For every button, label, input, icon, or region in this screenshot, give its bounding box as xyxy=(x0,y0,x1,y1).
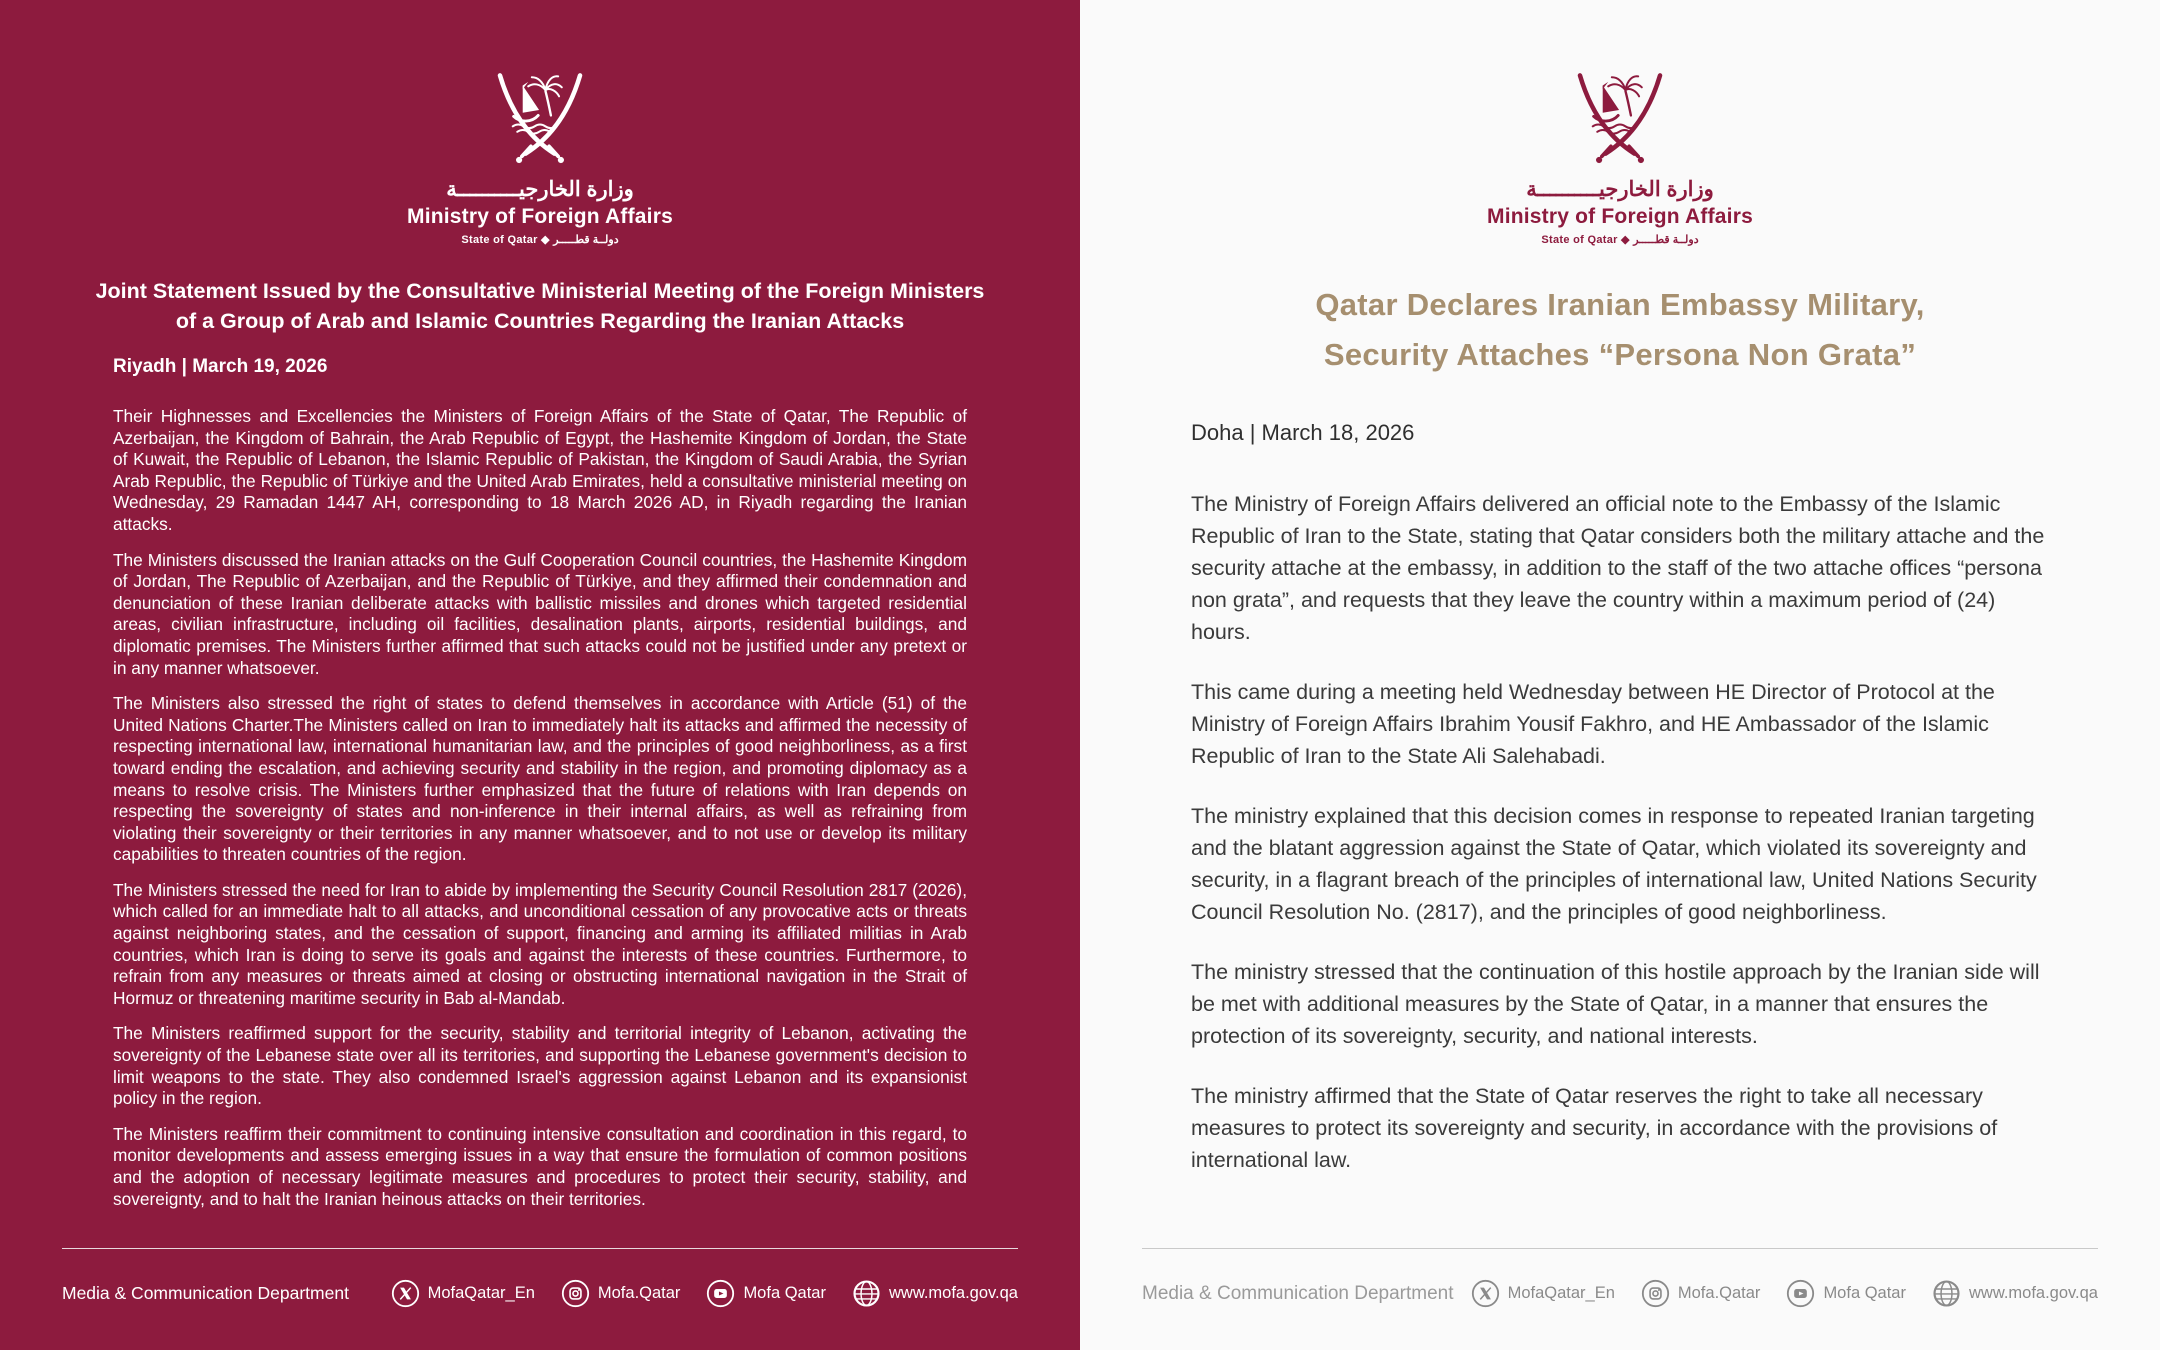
paragraph: Their Highnesses and Excellencies the Ministers of Foreign Affairs of the State of Qatar, The Republic of Azerbaijan, the Kingdom of Bahrain, the Arab Republic of Egypt, the Hashemite Kingdom of Jordan, the State of Kuwait, the Republic of Lebanon, the Islamic Republic of Pakistan, the Kingdom of Saudi Arabia, the Syrian Arab Republic, the Republic of Türkiye and the United Arab Emirates, held a consultative ministerial meeting on Wednesday, 29 Ramadan 1447 AH, corresponding to 18 March 2026 AD, in Riyadh regarding the Iranian attacks. xyxy=(113,406,967,534)
instagram-icon xyxy=(561,1279,590,1308)
logo-ministry-name: Ministry of Foreign Affairs xyxy=(407,205,673,228)
social-website-label: www.mofa.gov.qa xyxy=(888,1284,1018,1302)
statement-body xyxy=(1142,460,2098,1176)
department-label: Media & Communication Department xyxy=(62,1283,349,1303)
logo-arabic-title: وزارة الخارجيــــــــــة xyxy=(1526,178,1714,201)
title-line-2: Security Attaches “Persona Non Grata” xyxy=(1323,337,1917,372)
social-x-label: MofaQatar_En xyxy=(427,1284,535,1302)
social-youtube[interactable] xyxy=(706,1279,826,1308)
x-icon xyxy=(1471,1279,1500,1308)
social-instagram-label: Mofa.Qatar xyxy=(597,1284,681,1302)
dateline: Doha | March 18, 2026 xyxy=(1191,420,1415,445)
paragraph: The Ministers stressed the need for Iran to abide by implementing the Security Council Resolution 2817 (2026), which called for an immediate halt to all attacks, and unconditional cessation of any provocative acts or threats against neighboring states, and the cessation of support, financing and arming its affiliated militias in Arab countries, which Iran is doing to serve its goals and against the interests of these countries. Furthermore, to refrain from any measures or threats aimed at closing or obstructing international navigation in the Strait of Hormuz or threatening maritime security in Bab al-Mandab. xyxy=(113,879,967,1008)
logo-state-line: State of Qatar ◆ دولــة قطـــــر xyxy=(1541,234,1699,246)
social-website[interactable] xyxy=(852,1279,1018,1308)
paragraph: The Ministers reaffirm their commitment to continuing intensive consultation and coordination in this regard, to monitor developments and assess emerging issues in a way that ensure the formulation of common positions and the adoption of necessary legitimate measures and procedures to protect their security, stability, and sovereignty, and to halt the Iranian heinous attacks on their territories. xyxy=(113,1123,967,1209)
paragraph: The Ministers reaffirmed support for the security, stability and territorial integrity of Lebanon, activating the sovereignty of the Lebanese state over all its territories, and supporting the Lebanese government's decision to limit weapons to the state. They also condemned Israel's aggression against Lebanon and its expansionist policy in the region. xyxy=(113,1023,967,1109)
social-instagram-label: Mofa.Qatar xyxy=(1677,1284,1761,1302)
footer-divider xyxy=(62,1248,1018,1249)
statement-title xyxy=(1142,280,2098,380)
social-x-label: MofaQatar_En xyxy=(1507,1284,1615,1302)
youtube-icon xyxy=(706,1279,735,1308)
logo-arabic-title: وزارة الخارجيــــــــــة xyxy=(446,178,634,201)
dateline: Riyadh | March 19, 2026 xyxy=(113,356,328,377)
department-label: Media & Communication Department xyxy=(1142,1282,1454,1304)
social-instagram[interactable] xyxy=(1641,1279,1761,1308)
x-icon xyxy=(391,1279,420,1308)
logo-ministry-name: Ministry of Foreign Affairs xyxy=(1487,205,1753,228)
paragraph: The Ministry of Foreign Affairs delivered an official note to the Embassy of the Islamic Republic of Iran to the State, stating that Qatar considers both the military attache and the security attache at the embassy, in addition to the staff of the two attache offices “persona non grata”, and requests that they leave the country within a maximum period of (24) hours. xyxy=(1191,492,2045,644)
paragraph: This came during a meeting held Wednesday between HE Director of Protocol at the Ministry of Foreign Affairs Ibrahim Yousif Fakhro, and HE Ambassador of the Islamic Republic of Iran to the State Ali Salehabadi. xyxy=(1191,680,1995,768)
social-x[interactable] xyxy=(391,1279,535,1308)
instagram-icon xyxy=(1641,1279,1670,1308)
paragraph: The ministry affirmed that the State of Qatar reserves the right to take all necessary measures to protect its sovereignty and security, in accordance with the provisions of international law. xyxy=(1191,1084,1998,1172)
statement-body xyxy=(62,392,1018,1210)
social-website[interactable] xyxy=(1932,1279,2098,1308)
footer xyxy=(62,1248,1018,1314)
social-youtube[interactable] xyxy=(1786,1279,1906,1308)
statement-right xyxy=(1080,0,2160,1350)
globe-icon xyxy=(1932,1279,1961,1308)
footer xyxy=(1142,1248,2098,1314)
social-youtube-label: Mofa Qatar xyxy=(1823,1284,1906,1302)
mofa-logo xyxy=(1142,70,2098,246)
youtube-icon xyxy=(1786,1279,1815,1308)
social-youtube-label: Mofa Qatar xyxy=(743,1284,826,1302)
social-instagram[interactable] xyxy=(561,1279,681,1308)
paragraph: The Ministers also stressed the right of states to defend themselves in accordance with Article (51) of the United Nations Charter.The Ministers called on Iran to immediately halt its attacks and affirmed the necessity of respecting international law, international humanitarian law, and the principles of good neighborliness, as a first toward ending the escalation, and achieving security and stability in the region, and promoting diplomacy as a means to resolve crisis. The Ministers further emphasized that the future of relations with Iran depends on respecting the sovereignty of states and non-inference in their internal affairs, as well as refraining from violating their sovereignty or their territories in any manner whatsoever, and to not use or develop its military capabilities to threaten countries of the region. xyxy=(113,693,967,865)
title-line-1: Joint Statement Issued by the Consultative Ministerial Meeting of the Foreign Ministers xyxy=(95,279,985,303)
paragraph: The ministry explained that this decision comes in response to repeated Iranian targeting and the blatant aggression against the State of Qatar, which violated its sovereignty and security, in a flagrant breach of the principles of international law, United Nations Security Council Resolution No. (2817), and the principles of good neighborliness. xyxy=(1191,804,2037,924)
qatar-mofa-emblem-icon xyxy=(1561,70,1679,170)
logo-state-line: State of Qatar ◆ دولــة قطـــــر xyxy=(461,234,619,246)
paragraph: The ministry stressed that the continuation of this hostile approach by the Iranian side will be met with additional measures by the State of Qatar, in a manner that ensures the protection of its sovereignty, security, and national interests. xyxy=(1191,960,2040,1048)
paragraph: The Ministers discussed the Iranian attacks on the Gulf Cooperation Council countries, the Hashemite Kingdom of Jordan, The Republic of Azerbaijan, and the Republic of Türkiye, and they affirmed their condemnation and denunciation of these Iranian deliberate attacks with ballistic missiles and drones which targeted residential areas, civilian infrastructure, including oil facilities, desalination plants, airports, residential buildings, and diplomatic premises. The Ministers further affirmed that such attacks could not be justified under any pretext or in any manner whatsoever. xyxy=(113,549,967,678)
title-line-2: of a Group of Arab and Islamic Countries Regarding the Iranian Attacks xyxy=(175,309,905,333)
statement-title xyxy=(62,276,1018,336)
globe-icon xyxy=(852,1279,881,1308)
social-x[interactable] xyxy=(1471,1279,1615,1308)
qatar-mofa-emblem-icon xyxy=(481,70,599,170)
social-website-label: www.mofa.gov.qa xyxy=(1968,1284,2098,1302)
title-line-1: Qatar Declares Iranian Embassy Military, xyxy=(1315,287,1925,322)
mofa-logo xyxy=(62,70,1018,246)
footer-divider xyxy=(1142,1248,2098,1249)
